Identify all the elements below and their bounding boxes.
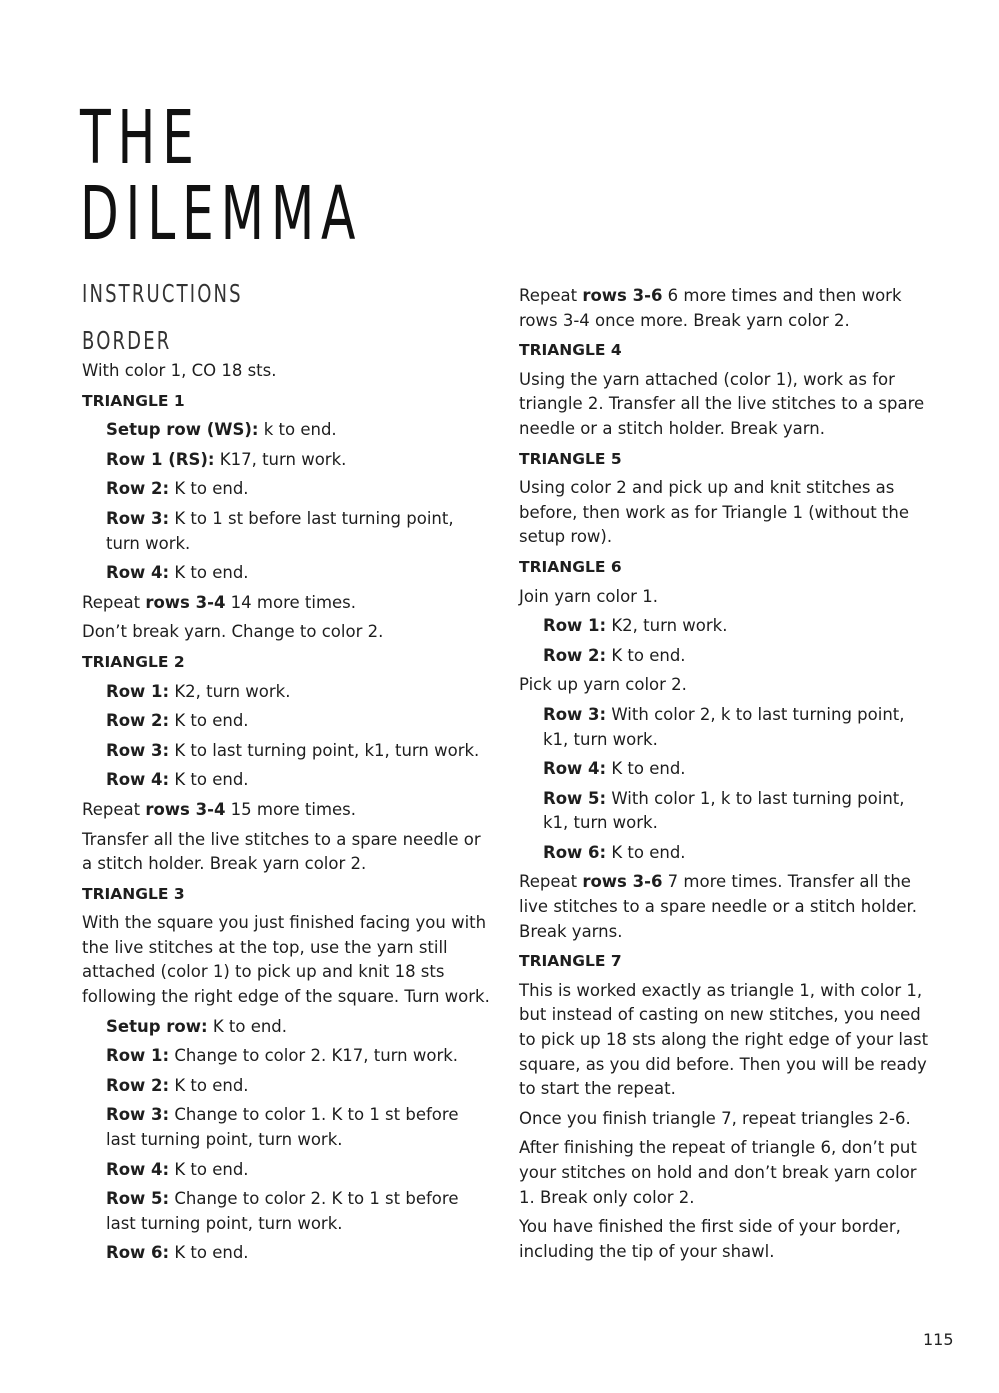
t3-row-5: Row 5: Change to color 2. K to 1 st before last turning point, turn work. <box>106 1189 459 1233</box>
t6-row-5: Row 5: With color 1, k to last turning point, k1, turn work. <box>543 788 905 833</box>
t3-repeat: Repeat rows 3-6 6 more times and then work rows 3-4 once more. Break yarn color 2. <box>519 286 902 330</box>
t3-row-6: Row 6: K to end. <box>106 1243 249 1263</box>
triangle-6-heading: TRIANGLE 6 <box>519 557 622 576</box>
t3-row-4: Row 4: K to end. <box>106 1159 249 1179</box>
t4-text: Using the yarn attached (color 1), work as for triangle 2. Transfer all the live stitches to a spare needle or a stitch holder. Break yarn. <box>519 369 925 438</box>
t1-setup-row: Setup row (WS): k to end. <box>106 420 337 440</box>
title-line-2: DILEMMA <box>80 171 363 257</box>
t3-intro: With the square you just finished facing you with the live stitches at the top, use the yarn still attached (color 1) to pick up and knit 18 sts following the right edge of the square. Turn work. <box>82 913 490 1007</box>
t5-text: Using color 2 and pick up and knit stitches as before, then work as for Triangle 1 (without the setup row). <box>519 478 910 547</box>
triangle-4-heading: TRIANGLE 4 <box>519 341 622 360</box>
border-intro: With color 1, CO 18 sts. <box>82 361 277 380</box>
t6-row-2: Row 2: K to end. <box>543 645 686 665</box>
t3-setup-row: Setup row: K to end. <box>106 1016 288 1036</box>
t2-repeat: Repeat rows 3-4 15 more times. <box>82 799 357 819</box>
triangle-3-heading: TRIANGLE 3 <box>82 884 185 903</box>
triangle-7-heading: TRIANGLE 7 <box>519 952 622 971</box>
t6-row-6: Row 6: K to end. <box>543 842 686 862</box>
t2-note: Transfer all the live stitches to a spare needle or a stitch holder. Break yarn color 2. <box>82 829 481 874</box>
t6-row-4: Row 4: K to end. <box>543 759 686 779</box>
t1-row-3: Row 3: K to 1 st before last turning point, turn work. <box>106 508 454 553</box>
t2-row-3: Row 3: K to last turning point, k1, turn work. <box>106 740 480 760</box>
t3-row-1: Row 1: Change to color 2. K17, turn work. <box>106 1046 459 1066</box>
instructions-heading: INSTRUCTIONS <box>82 279 243 308</box>
t7-finish-note: After finishing the repeat of triangle 6, don’t put your stitches on hold and don’t break yarn color 1. Break only color 2. <box>519 1138 917 1207</box>
t1-note: Don’t break yarn. Change to color 2. <box>82 622 384 642</box>
t1-row-1: Row 1 (RS): K17, turn work. <box>106 449 347 469</box>
t1-row-4: Row 4: K to end. <box>106 563 249 583</box>
right-column <box>519 284 929 1269</box>
t6-row-1: Row 1: K2, turn work. <box>543 616 728 636</box>
title-line-1: THE <box>80 95 201 181</box>
triangle-2-heading: TRIANGLE 2 <box>82 652 185 671</box>
t1-row-2: Row 2: K to end. <box>106 479 249 499</box>
t6-row-3: Row 3: With color 2, k to last turning point, k1, turn work. <box>543 704 905 749</box>
page-number: 115 <box>923 1330 954 1349</box>
t1-repeat: Repeat rows 3-4 14 more times. <box>82 592 357 612</box>
t6-join: Join yarn color 1. <box>519 586 658 606</box>
left-column <box>82 359 492 1271</box>
t6-pickup: Pick up yarn color 2. <box>519 675 687 695</box>
t3-row-2: Row 2: K to end. <box>106 1075 249 1095</box>
t7-repeat-note: Once you finish triangle 7, repeat triangles 2-6. <box>519 1108 911 1128</box>
t7-text: This is worked exactly as triangle 1, with color 1, but instead of casting on new stitches, you need to pick up 18 sts along the right edge of your last square, as you did before. Then you will be ready to start the repeat. <box>519 980 929 1099</box>
t2-row-4: Row 4: K to end. <box>106 770 249 790</box>
t3-row-3: Row 3: Change to color 1. K to 1 st before last turning point, turn work. <box>106 1105 459 1150</box>
triangle-1-heading: TRIANGLE 1 <box>82 391 185 410</box>
t2-row-1: Row 1: K2, turn work. <box>106 681 291 701</box>
t2-row-2: Row 2: K to end. <box>106 711 249 731</box>
t6-repeat: Repeat rows 3-6 7 more times. Transfer all the live stitches to a spare needle or a stitch holder. Break yarns. <box>519 872 917 941</box>
triangle-5-heading: TRIANGLE 5 <box>519 449 622 468</box>
page-title <box>80 95 363 257</box>
t7-complete-note: You have finished the first side of your border, including the tip of your shawl. <box>519 1217 901 1261</box>
border-heading: BORDER <box>82 326 172 355</box>
